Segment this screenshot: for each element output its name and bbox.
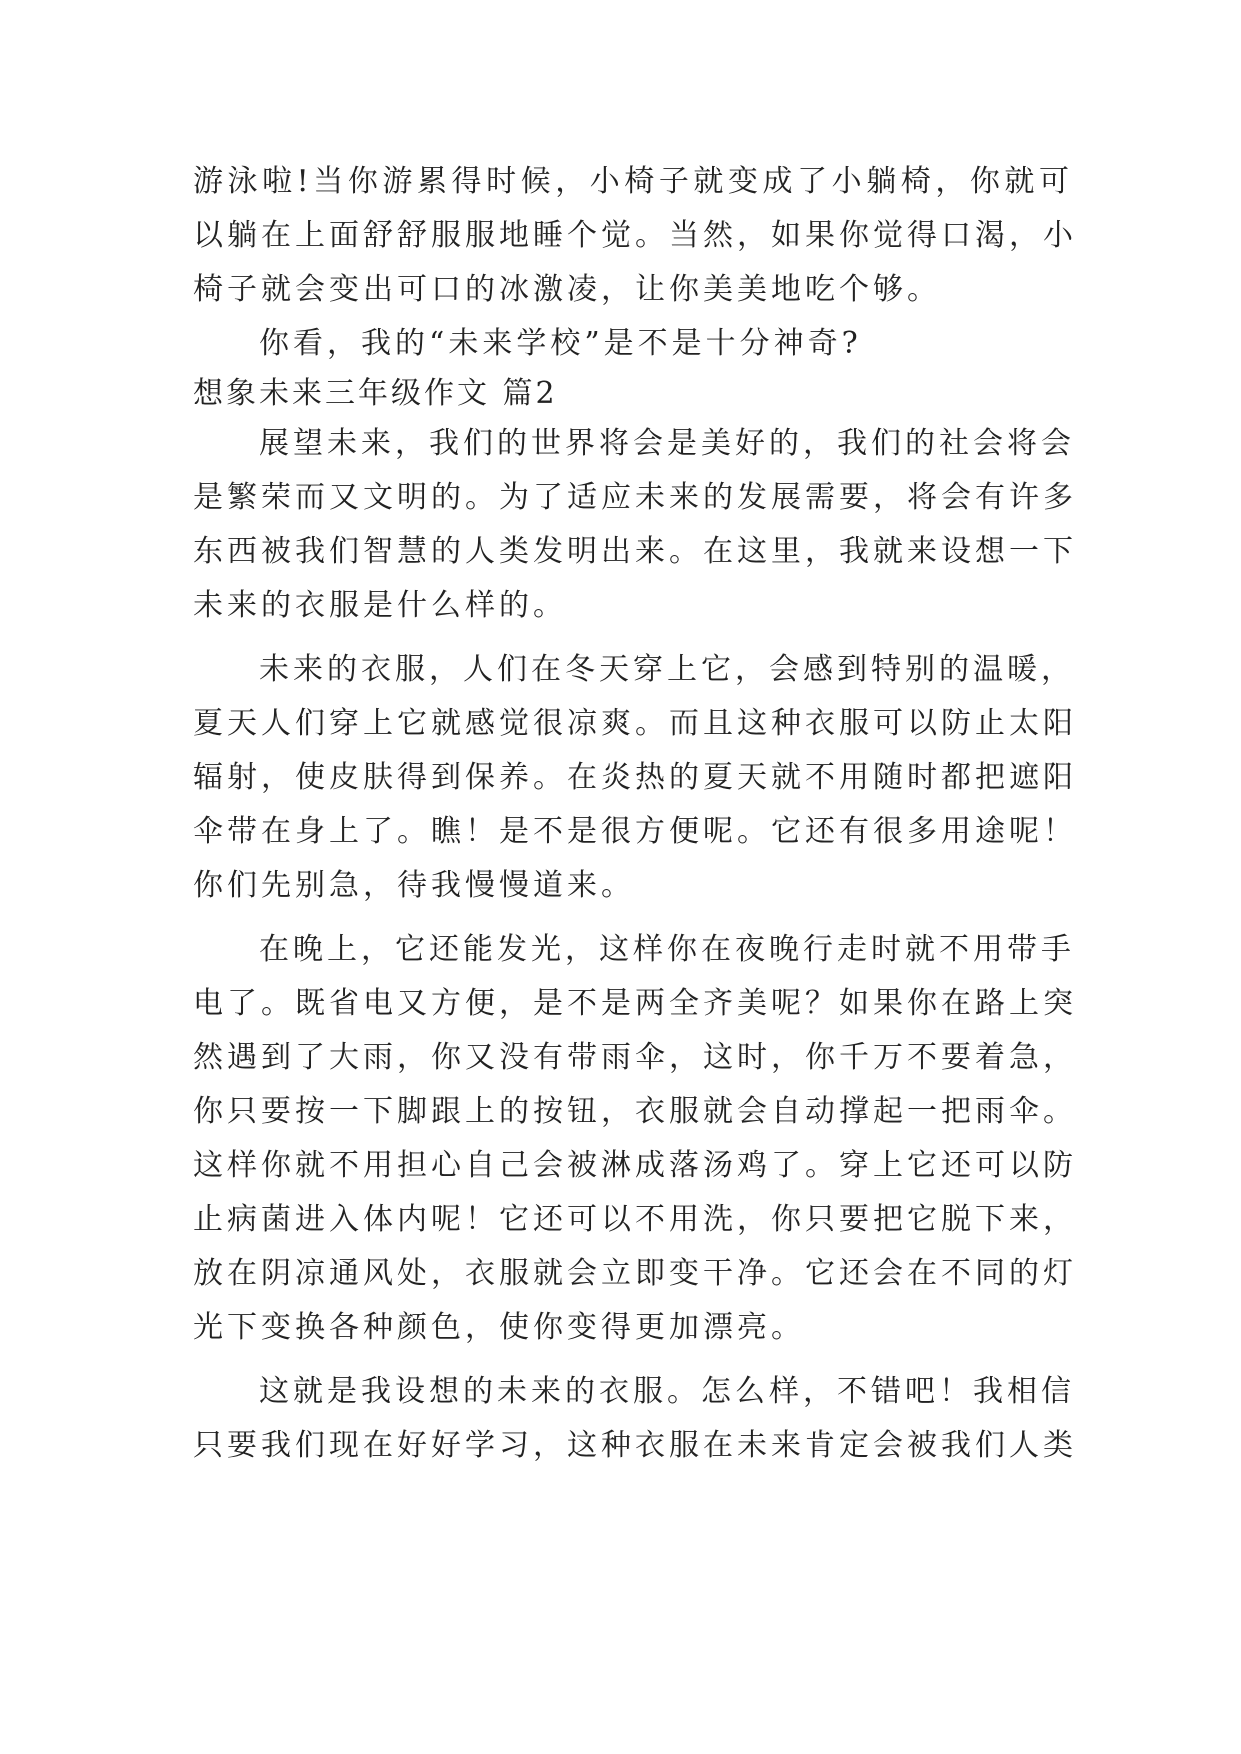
text-line: 椅子就会变出可口的冰激凌，让你美美地吃个够。 [193, 272, 941, 307]
paragraph [193, 643, 1077, 913]
paragraph [193, 317, 1073, 371]
text-line: 只要我们现在好好学习，这种衣服在未来肯定会被我们人类 [193, 1428, 1077, 1463]
text-line: 未来的衣服，人们在冬天穿上它，会感到特别的温暖， [259, 652, 1075, 687]
text-line: 光下变换各种颜色，使你变得更加漂亮。 [193, 1310, 805, 1345]
text-line: 放在阴凉通风处，衣服就会立即变干净。它还会在不同的灯 [193, 1256, 1077, 1291]
text-line: 伞带在身上了。瞧！是不是很方便呢。它还有很多用途呢！ [193, 814, 1077, 849]
text-line: 是繁荣而又文明的。为了适应未来的发展需要，将会有许多 [193, 480, 1077, 515]
text-line: 未来的衣服是什么样的。 [193, 588, 567, 623]
document-body [193, 155, 1077, 1473]
text-line: 以躺在上面舒舒服服地睡个觉。当然，如果你觉得口渴，小 [193, 218, 1077, 253]
text-line: 然遇到了大雨，你又没有带雨伞，这时，你千万不要着急， [193, 1040, 1077, 1075]
text-line: 夏天人们穿上它就感觉很凉爽。而且这种衣服可以防止太阳 [193, 706, 1077, 741]
text-line: 你只要按一下脚跟上的按钮，衣服就会自动撑起一把雨伞。 [193, 1094, 1077, 1129]
text-line: 东西被我们智慧的人类发明出来。在这里，我就来设想一下 [193, 534, 1077, 569]
section-heading [193, 371, 1073, 417]
text-line: 在晚上，它还能发光，这样你在夜晚行走时就不用带手 [259, 932, 1075, 967]
text-line: 你们先别急，待我慢慢道来。 [193, 868, 635, 903]
text-line: 游泳啦!当你游累得时候，小椅子就变成了小躺椅，你就可 [193, 164, 1073, 199]
paragraph [193, 1365, 1077, 1473]
paragraph [193, 417, 1077, 633]
text-line: 这样你就不用担心自己会被淋成落汤鸡了。穿上它还可以防 [193, 1148, 1077, 1183]
text-line: 这就是我设想的未来的衣服。怎么样，不错吧！我相信 [259, 1374, 1075, 1409]
text-line: 辐射，使皮肤得到保养。在炎热的夏天就不用随时都把遮阳 [193, 760, 1077, 795]
text-line: 止病菌进入体内呢！它还可以不用洗，你只要把它脱下来， [193, 1202, 1077, 1237]
paragraph [193, 155, 1077, 317]
text-line: 展望未来，我们的世界将会是美好的，我们的社会将会 [259, 426, 1075, 461]
paragraph [193, 923, 1077, 1355]
text-line: 电了。既省电又方便，是不是两全齐美呢？如果你在路上突 [193, 986, 1077, 1021]
heading-text: 想象未来三年级作文 篇2 [193, 376, 558, 411]
text-line: 你看，我的“未来学校”是不是十分神奇? [259, 326, 862, 361]
